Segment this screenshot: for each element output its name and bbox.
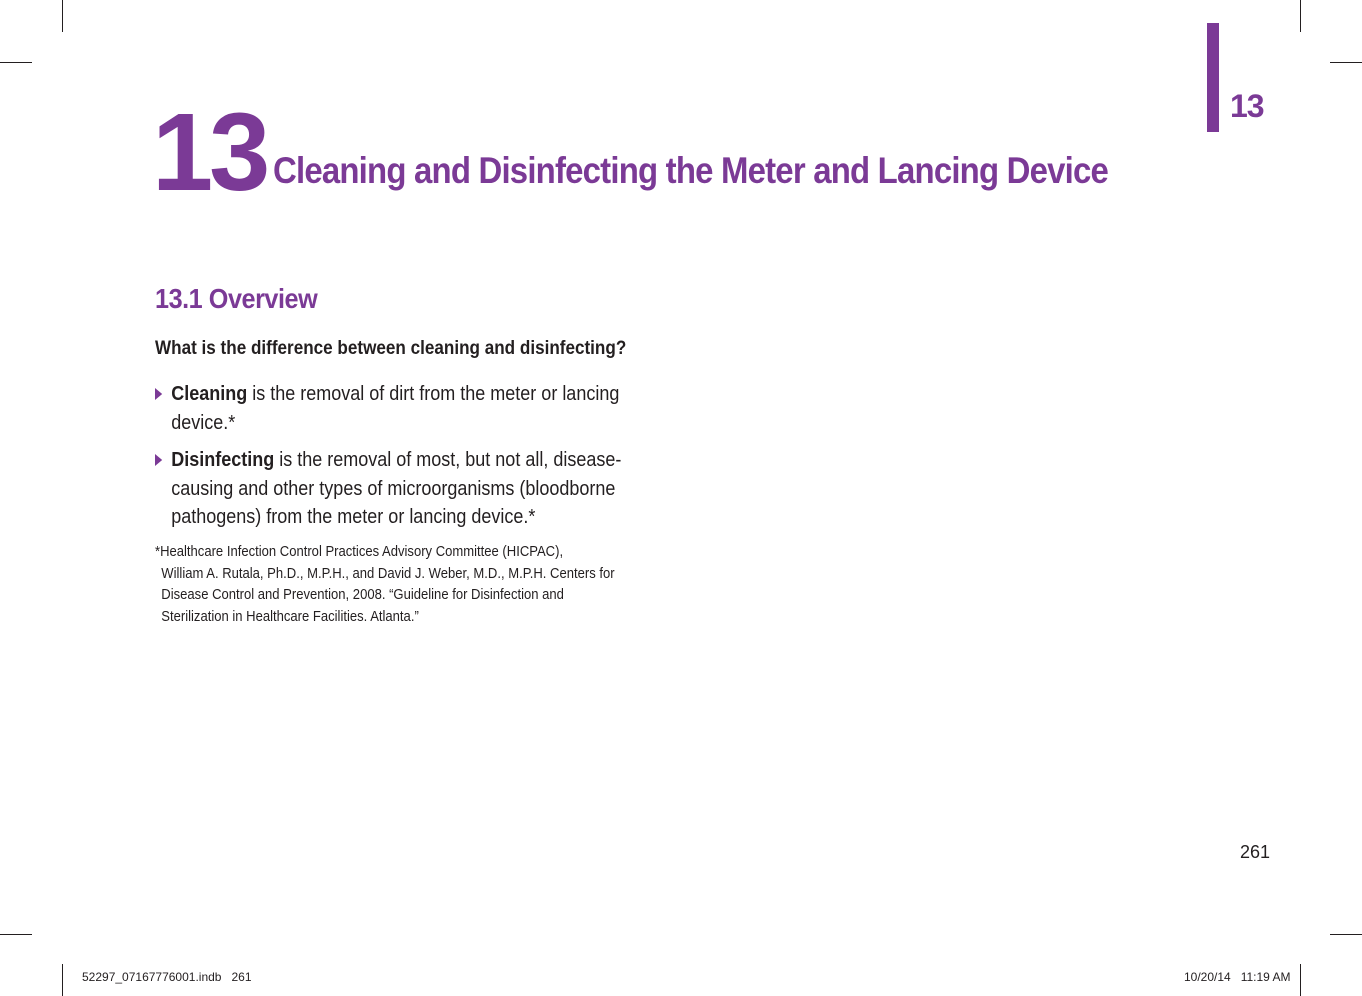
footnote <box>155 542 659 628</box>
footnote-line: Disease Control and Prevention, 2008. “Guideline for Disinfection and <box>161 587 564 603</box>
page-number: 261 <box>1240 842 1271 862</box>
triangle-right-icon <box>155 454 162 466</box>
triangle-right-icon <box>155 388 162 400</box>
definition-term: Cleaning <box>171 383 248 405</box>
definition-term: Disinfecting <box>171 449 275 471</box>
section-question: What is the difference between cleaning and disinfecting? <box>155 338 627 359</box>
footnote-line: Sterilization in Healthcare Facilities. Atlanta.” <box>161 608 419 625</box>
chapter-number: 13 <box>152 91 267 214</box>
section-heading: 13.1 Overview <box>155 283 318 314</box>
chapter-title: Cleaning and Disinfecting the Meter and Lancing Device <box>273 150 1109 191</box>
footnote-line: William A. Rutala, Ph.D., M.P.H., and David J. Weber, M.D., M.P.H. Centers for <box>161 565 615 582</box>
crop-mark-top-left-vertical <box>62 0 63 32</box>
definition-text: is the removal of most, but not all, disease-causing and other types of microorganisms (bloodborne pathogens) from the meter or lancing device.* <box>171 449 622 528</box>
print-slug-file: 52297_07167776001.indb 261 <box>82 970 252 984</box>
crop-mark-top-right-horizontal <box>1330 62 1362 63</box>
print-slug-timestamp: 10/20/14 11:19 AM <box>1184 970 1291 984</box>
chapter-tab-bar <box>1207 23 1219 132</box>
definition-item-disinfecting <box>155 446 644 532</box>
definition-list <box>155 380 675 541</box>
footnote-line: *Healthcare Infection Control Practices Advisory Committee (HICPAC), <box>155 544 564 560</box>
crop-mark-top-left-horizontal <box>0 62 32 63</box>
crop-mark-top-right-vertical <box>1300 0 1301 32</box>
crop-mark-bottom-left-vertical <box>62 964 63 996</box>
crop-mark-bottom-left-horizontal <box>0 934 32 935</box>
chapter-tab-number: 13 <box>1230 88 1264 124</box>
definition-item-cleaning <box>155 380 644 437</box>
crop-mark-bottom-right-horizontal <box>1330 934 1362 935</box>
crop-mark-bottom-right-vertical <box>1300 964 1301 996</box>
definition-text: is the removal of dirt from the meter or lancing device.* <box>171 383 620 434</box>
